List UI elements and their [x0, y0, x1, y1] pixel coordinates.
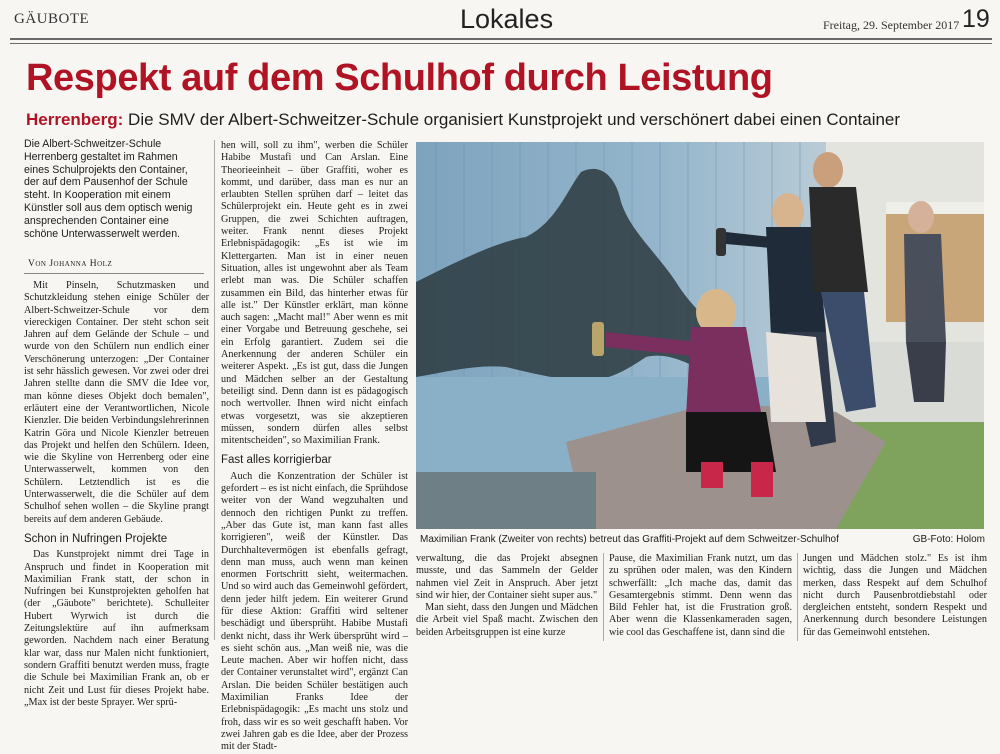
- paragraph: Auch die Konzentration der Schüler ist gefordert – es ist nicht einfach, die Sprühdose weiter von der Wand wegzuhalten und dennoch den richtigen Punkt zu treffen. „Aber das Gute ist, man kann fast alles korrigieren", weiß der Künstler. Das Durchhaltevermögen ist ebenfalls gefragt, denn man muss, auch wenn man keinen enormen Fortschritt sieht, weitermachen. Und so wird auch das Gemeinwohl gefördert, denn jeder hilft jedem. Ein weiterer Grund für diese Aktion: Graffiti wird seltener beschädigt und übersprüht. Habibe Mustafi denkt nicht, dass ihr Werk übersprüht wird – es sieht schön aus. „Man weiß nie, was die Leute machen. Aber wir hoffen nicht, dass der Container verunstaltet wird", ergänzt Can Arslan. Die beiden Schüler bestätigen auch Maximilian Franks Idee der Erlebnispädagogik: „Es macht uns stolz und froh, dass wir es so weit geschafft haben. Vor zwei Jahren gab es die Idee, aber der Prozess mit der Stadt-: [221, 470, 408, 753]
- article-byline: Von Johanna Holz: [28, 259, 113, 269]
- article-photo: [416, 142, 984, 529]
- section-title: Lokales: [460, 4, 554, 34]
- crosshead: Schon in Nufringen Projekte: [24, 532, 168, 545]
- page-number: 19: [962, 5, 990, 33]
- crosshead: Fast alles korrigierbar: [221, 454, 332, 467]
- article-headline: Respekt auf dem Schulhof durch Leistung: [26, 57, 773, 99]
- article-location: Herrenberg:: [26, 110, 124, 129]
- masthead: [0, 0, 1000, 38]
- paragraph: Jungen und Mädchen stolz." Es ist ihm wichtig, dass die Jungen und Mädchen merken, dass Respekt auf dem Schulhof nicht durch Pausenbrotdiebstahl oder dergleichen entsteht, sondern Respekt und Anerkennung durch besondere Leistungen für das Gemeinwohl entstehen.: [803, 553, 987, 638]
- photo-caption: [420, 534, 985, 545]
- article-column-1: [24, 280, 209, 708]
- masthead-rule-thin: [10, 43, 992, 44]
- paragraph: hen will, soll zu ihm", werben die Schüler Habibe Mustafi und Can Arslan. Eine Theorieeinheit – über Graffiti, woher es kommt, und darüber, dass man es nur an erlaubten Stellen sprühen darf – leitet das Schülerprojekt ein. Heute geht es in zwei Gruppen, die zwei Schichten auftragen, weiter. Frank nennt dieses Projekt Erlebnispädagogik: „Es ist wie im Klettergarten. Man ist in einer neuen Situation, alles ist ungewohnt aber als Team erlebt man was. Die Schüler schaffen zusammen ein Bild, das hinterher etwas für alle ist." Der Künstler erklärt, man könne auch sagen: „Macht mal!" Aber wenn es mit einer Vorgabe und Betreuung geschehe, sei ein Erfolg garantiert. Zudem sei die Anerkennung der anderen Schüler ein weiterer Aspekt. „Es ist gut, dass die Jungen und Mädchen selber an der Gestaltung beteiligt sind. Denn dann ist es pädagogisch noch wertvoller. Ihnen wird nicht einfach etwas vorgesetzt, was sie akzeptieren müssen, sondern dürfen alles selbst mitentscheiden", so Maximilian Frank.: [221, 140, 408, 447]
- issue-date: Freitag, 29. September 2017: [823, 18, 960, 32]
- column-rule: [214, 140, 215, 640]
- article-column-5: [803, 553, 987, 641]
- photo-credit: GB-Foto: Holom: [912, 534, 985, 545]
- article-column-2: [221, 140, 408, 753]
- article-lede: Die Albert-Schweitzer-Schule Herrenberg gestaltet im Rahmen eines Schulprojekts den Container, der auf dem Pausenhof der Schule steht. In Kooperation mit einem Künstler soll aus dem optisch wenig ansprechenden Container eine schöne Unterwasserwelt werden.: [24, 138, 193, 240]
- newspaper-name: GÄUBOTE: [14, 11, 90, 27]
- paragraph: Pause, die Maximilian Frank nutzt, um das zu sprühen oder malen, was den Kindern schwerfällt: „Ich mache das, damit das Gesamtergebnis stimmt. Denn wenn das Bild Fehler hat, ist die Frustration groß. Aber wenn die Klassenkameraden sagen, wie cool das Geschaffene ist, dann sind die: [609, 553, 792, 638]
- byline-rule: [24, 273, 204, 274]
- photo-caption-text: Maximilian Frank (Zweiter von rechts) betreut das Graffiti-Projekt auf dem Schweitzer-Schulhof: [420, 534, 839, 545]
- paragraph: Das Kunstprojekt nimmt drei Tage in Anspruch und findet in Kooperation mit Maximilian Frank statt, der schon in Nufringen bei Kunstprojekten geholfen hat (der „Gäubote" berichtete). Schulleiter Hubert Wyrwich ist durch die Zeitungslektüre auf ihn aufmerksam geworden. Nachdem nach einer Beratung klar war, dass nur Malen nicht funktioniert, sondern Graffiti benutzt werden muss, fragte die Schule bei Maximilian Frank an, ob er nicht Zeit und Lust für dieses Projekt habe. „Max ist der beste Sprayer. Wer sprü-: [24, 549, 209, 708]
- paragraph: Mit Pinseln, Schutzmasken und Schutzkleidung stehen einige Schüler der Albert-Schweitzer-Schule vor dem viereckigen Container. Der steht schon seit Jahren auf dem Gelände der Schule – und wurde von den Schülern nun endlich einer Verschönerung unterzogen: „Der Container ist sehr hässlich gewesen. Vor zwei oder drei Jahren stellte dann die SMV die Idee vor, man könne dieses Objekt doch bemalen", erläutert eine der Verantwortlichen, Nicole Kienzler. Die beiden Verbindungslehrerinnen Katrin Göra und Nicole Kienzler betreuen das Projekt und helfen den Schülern. Ideen, wie die Skyline von Herrenberg oder eine Unterwasserwelt, kommen von den Schülern. Letztendlich ist es die Unterwasserwelt, die die Schüler auf dem Schulhof sehen wollen – die Skyline prangt bereits auf dem anderen Gebäude.: [24, 280, 209, 525]
- paragraph: verwaltung, die das Projekt absegnen musste, und das Sammeln der Gelder nahmen viel Zeit in Anspruch. Aber jetzt sind wir hier, der Container sieht super aus.": [416, 553, 598, 601]
- column-rule: [797, 553, 798, 641]
- masthead-rule: [10, 38, 992, 40]
- article-column-4: [609, 553, 792, 641]
- article-subhead-text: Die SMV der Albert-Schweitzer-Schule organisiert Kunstprojekt und verschönert dabei einen Container: [123, 110, 901, 129]
- paragraph: Man sieht, dass den Jungen und Mädchen die Arbeit viel Spaß macht. Zwischen den beiden Arbeitsgruppen ist eine kurze: [416, 602, 598, 638]
- article-subhead: [26, 110, 900, 130]
- article-column-3: [416, 553, 598, 641]
- column-rule: [603, 553, 604, 641]
